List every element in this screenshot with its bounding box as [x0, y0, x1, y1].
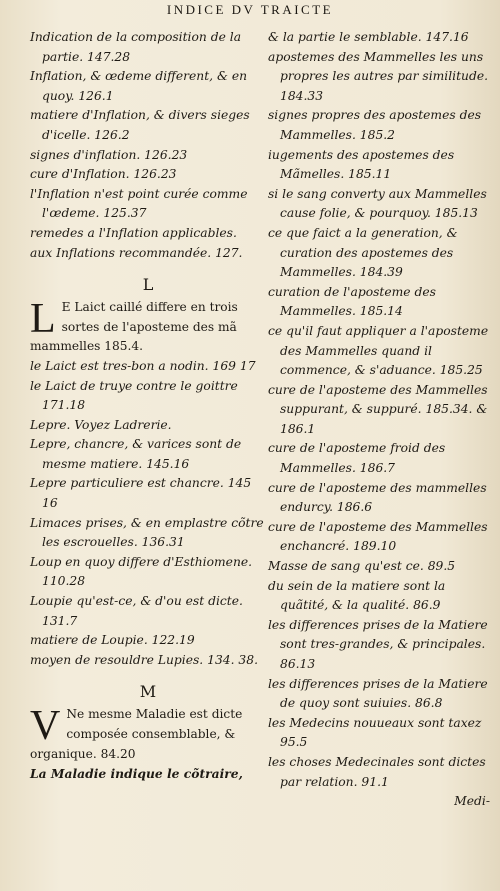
index-entry: matiere de Loupie. 122.19: [30, 633, 195, 648]
index-entry: cure de l'aposteme des Mammelles enchancré. 189.10: [268, 519, 488, 554]
index-entry: iugements des apostemes des Mãmelles. 185.11: [268, 147, 455, 182]
index-entry: Masse de sang qu'est ce. 89.5: [268, 559, 456, 574]
index-entry: Lepre particuliere est chancre. 145 16: [30, 476, 252, 511]
index-entry: apostemes des Mammelles les uns propres les autres par similitude. 184.33: [268, 49, 489, 103]
index-entry: cure d'Inflation. 126.23: [30, 167, 177, 182]
index-entry: cure de l'aposteme froid des Mammelles. 186.7: [268, 441, 446, 476]
index-entry: Limaces prises, & en emplastre cõtre les escrouelles. 136.31: [30, 515, 264, 550]
index-entry: Lepre, chancre, & varices sont de mesme matiere. 145.16: [30, 437, 242, 471]
index-entry: le Laict de truye contre le goittre 171.18: [30, 378, 238, 413]
index-entry: cure de l'aposteme des Mammelles suppurant, & suppuré. 185.34. & 186.1: [268, 382, 488, 436]
index-entry: signes d'inflation. 126.23: [30, 147, 188, 162]
index-entry: curation de l'aposteme des Mammelles. 185.14: [268, 284, 436, 319]
section-letter-m: M: [139, 682, 157, 702]
section-l-text: E Laict caillé differe en trois sortes de l'aposteme des mã mammelles 185.4.: [30, 300, 238, 354]
index-entry: les differences prises de la Matiere sont tres-grandes, & principales. 86.13: [268, 617, 488, 671]
index-entry: signes propres des apostemes des Mammelles. 185.2: [268, 108, 482, 142]
index-entry: ce qu'il faut appliquer a l'aposteme des Mammelles quand il commence, & s'aduance. 185.25: [268, 323, 489, 378]
index-entries-right: [268, 28, 490, 792]
index-entry: les differences prises de la Matiere de quoy sont suiuies. 86.8: [268, 676, 488, 711]
section-m-opening: [30, 705, 266, 764]
right-column: [268, 28, 490, 812]
index-entry: Loup en quoy differe d'Esthiomene. 110.28: [30, 554, 253, 589]
index-entry: Indication de la composition de la partie. 147.28: [30, 30, 242, 64]
running-header: INDICE DV TRAICTE: [166, 2, 334, 17]
index-entry: les Medecins nouueaux sont taxez 95.5: [268, 715, 482, 750]
dropcap-l: L: [30, 296, 56, 343]
index-entries-top: [30, 28, 266, 263]
index-entry: les choses Medecinales sont dictes par relation. 91.1: [268, 754, 486, 789]
index-entry: cure de l'aposteme des mammelles endurcy. 186.6: [268, 480, 487, 515]
index-entries-l: [30, 357, 266, 671]
index-entry: Lepre. Voyez Ladrerie.: [30, 417, 172, 432]
section-l-opening: [30, 298, 266, 357]
index-entry: moyen de resouldre Lupies. 134. 38.: [30, 652, 258, 667]
index-entry: & la partie le semblable. 147.16: [268, 30, 469, 44]
index-entry: du sein de la matiere sont la quãtité, & la qualité. 86.9: [268, 578, 446, 613]
index-entry: l'Inflation n'est point curée comme l'œdeme. 125.37: [30, 186, 248, 221]
index-entry: Inflation, & œdeme different, & en quoy. 126.1: [30, 69, 248, 103]
dropcap-v: V: [30, 703, 61, 750]
index-entry: remedes a l'Inflation applicables.: [30, 225, 237, 240]
section-letter-l: L: [142, 275, 154, 295]
catchword: Medi-: [454, 794, 490, 809]
last-entry: La Maladie indique le cõtraire,: [30, 766, 243, 782]
section-m-text: Ne mesme Maladie est dicte composée consemblable, & organique. 84.20: [30, 707, 243, 761]
index-entry: le Laict est tres-bon a nodin. 169 17: [30, 358, 256, 373]
index-entry: si le sang converty aux Mammelles cause folie, & pourquoy. 185.13: [268, 186, 487, 221]
index-entry: aux Inflations recommandée. 127.: [30, 245, 243, 260]
index-entry: matiere d'Inflation, & divers sieges d'icelle. 126.2: [30, 108, 250, 142]
index-entry: ce que faict a la generation, & curation des apostemes des Mammelles. 184.39: [268, 225, 458, 280]
left-column: [30, 28, 266, 784]
index-entry: Loupie qu'est-ce, & d'ou est dicte. 131.7: [30, 594, 243, 628]
